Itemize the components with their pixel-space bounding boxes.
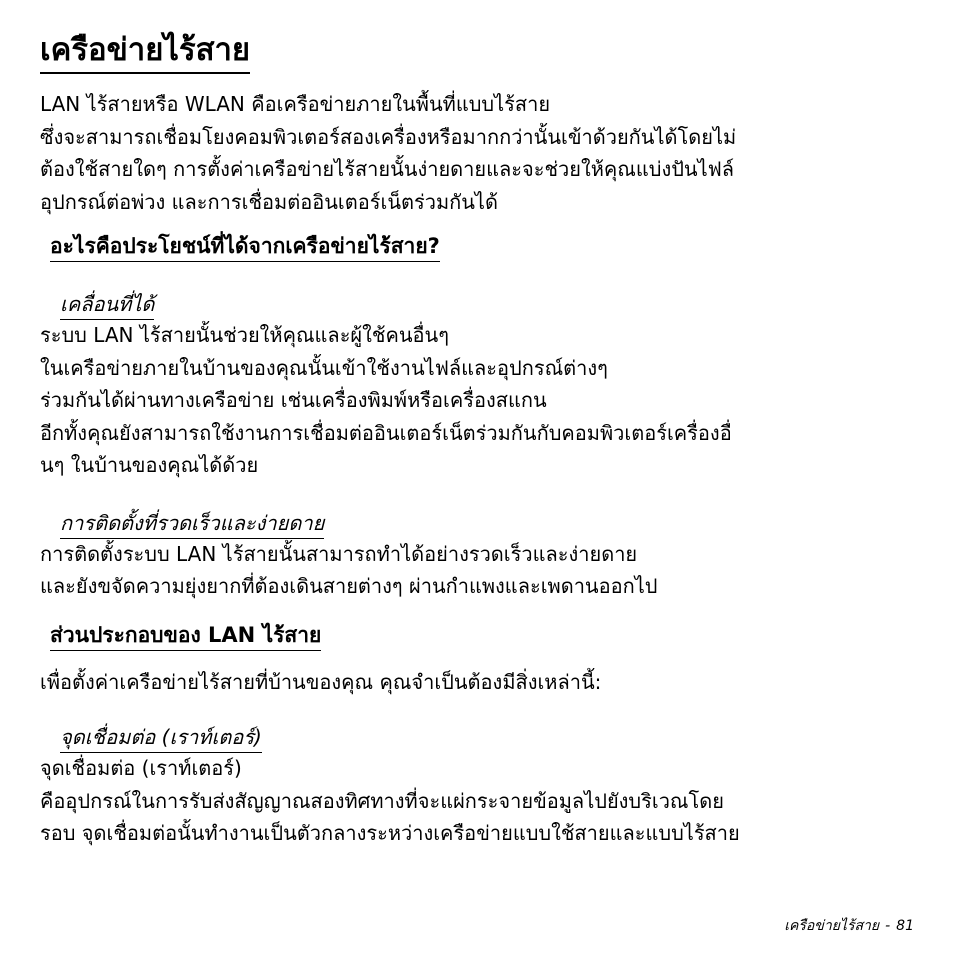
subheading-access-point: จุดเชื่อมต่อ (เราท์เตอร์) [60, 722, 262, 753]
mobility-line: อีกทั้งคุณยังสามารถใช้งานการเชื่อมต่ออินเตอร์เน็ตร่วมกันกับคอมพิวเตอร์เครื่องอื่ [40, 420, 732, 445]
intro-line: ซึ่งจะสามารถเชื่อมโยงคอมพิวเตอร์สองเครื่องหรือมากกว่านั้นเข้าด้วยกันได้โดยไม่ [40, 124, 737, 149]
intro-paragraph [40, 88, 920, 218]
components-lead [40, 666, 920, 699]
fast-install-line: และยังขจัดความยุ่งยากที่ต้องเดินสายต่างๆ ผ่านกำแพงและเพดานออกไป [40, 574, 658, 598]
intro-line: อุปกรณ์ต่อพ่วง และการเชื่อมต่ออินเตอร์เน็ตร่วมกันได้ [40, 189, 498, 214]
fast-install-paragraph [40, 538, 920, 603]
mobility-line: ร่วมกันได้ผ่านทางเครือข่าย เช่นเครื่องพิมพ์หรือเครื่องสแกน [40, 388, 547, 412]
footer-separator: - [885, 918, 891, 934]
section-heading-components: ส่วนประกอบของ LAN ไร้สาย [50, 620, 321, 651]
page-number: 81 [896, 918, 914, 934]
page-title: เครือข่ายไร้สาย [40, 28, 250, 74]
mobility-line: นๆ ในบ้านของคุณได้ด้วย [40, 453, 259, 477]
fast-install-line: การติดตั้งระบบ LAN ไร้สายนั้นสามารถทำได้อย่างรวดเร็วและง่ายดาย [40, 541, 638, 566]
mobility-line: ในเครือข่ายภายในบ้านของคุณนั้นเข้าใช้งานไฟล์และอุปกรณ์ต่างๆ [40, 355, 608, 380]
access-point-line: คืออุปกรณ์ในการรับส่งสัญญาณสองทิศทางที่จะแผ่กระจายข้อมูลไปยังบริเวณโดย [40, 788, 724, 813]
mobility-paragraph [40, 319, 920, 482]
access-point-line: จุดเชื่อมต่อ (เราท์เตอร์) [40, 756, 242, 780]
document-page [40, 28, 920, 850]
section-heading-benefits: อะไรคือประโยชน์ที่ได้จากเครือข่ายไร้สาย? [50, 231, 440, 262]
intro-line: LAN ไร้สายหรือ WLAN คือเครือข่ายภายในพื้นที่แบบไร้สาย [40, 92, 551, 116]
subheading-fast-install: การติดตั้งที่รวดเร็วและง่ายดาย [60, 508, 324, 539]
access-point-line: รอบ จุดเชื่อมต่อนั้นทำงานเป็นตัวกลางระหว่างเครือข่ายแบบใช้สายและแบบไร้สาย [40, 821, 740, 845]
components-lead-line: เพื่อตั้งค่าเครือข่ายไร้สายที่บ้านของคุณ คุณจำเป็นต้องมีสิ่งเหล่านี้: [40, 669, 602, 694]
access-point-paragraph [40, 752, 920, 850]
subheading-mobility: เคลื่อนที่ได้ [60, 289, 154, 320]
page-footer [784, 916, 914, 936]
intro-line: ต้องใช้สายใดๆ การตั้งค่าเครือข่ายไร้สายนั้นง่ายดายและจะช่วยให้คุณแบ่งปันไฟล์ [40, 157, 735, 181]
footer-chapter: เครือข่ายไร้สาย [784, 918, 880, 934]
mobility-line: ระบบ LAN ไร้สายนั้นช่วยให้คุณและผู้ใช้คนอื่นๆ [40, 323, 449, 347]
